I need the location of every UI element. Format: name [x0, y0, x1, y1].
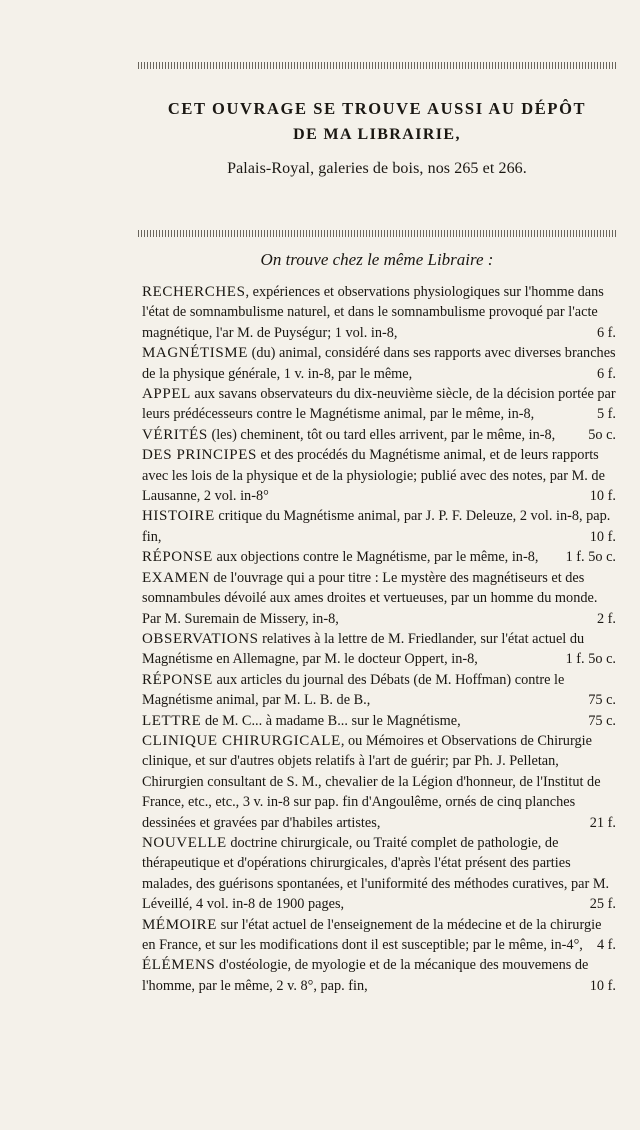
entry-text: de l'ouvrage qui a pour titre : Le mystère des magnétiseurs et des somnambules dévoilé aux ames droites et vertueuses, par un homme du monde. Par M. Suremain de Missery, in-8,	[142, 569, 598, 627]
entry-price: 2 f.	[596, 610, 616, 627]
entry-text: de M. C... à madame B... sur le Magnétisme,	[201, 712, 461, 729]
middle-ornamental-rule	[138, 230, 618, 237]
entry-text: (du) animal, considéré dans ses rapports avec diverses branches de la physique générale, 1 v. in-8, par le même,	[142, 345, 616, 382]
entry-text: aux savans observateurs du dix-neuvième siècle, de la décision portée par leurs prédécesseurs contre le Magnétisme animal, par le même, in-8,	[142, 386, 616, 423]
catalog-entry	[142, 955, 616, 996]
entry-head: APPEL	[142, 386, 191, 403]
entry-price: 10 f.	[589, 977, 616, 994]
subtitle: On trouve chez le même Libraire :	[260, 250, 494, 269]
catalog-entry	[142, 506, 616, 547]
header-line-2: DE MA LIBRAIRIE,	[293, 126, 461, 143]
catalog-entry	[142, 547, 616, 567]
catalog-entry	[142, 384, 616, 425]
entry-head: HISTOIRE	[142, 508, 215, 525]
entry-price: 4 f.	[596, 937, 616, 953]
catalog-entry	[142, 282, 616, 343]
catalog-entry	[142, 915, 616, 956]
entry-head: RÉPONSE	[142, 671, 213, 688]
entry-head: MÉMOIRE	[142, 916, 218, 933]
catalog-entry	[142, 833, 616, 915]
catalog-entry	[142, 629, 616, 670]
entry-price: 5 f.	[596, 406, 616, 423]
entry-text: et des procédés du Magnétisme animal, et de leurs rapports avec les lois de la physique et de la physiologie; publié avec des notes, par M. de Lausanne, 2 vol. in-8°	[142, 447, 605, 505]
catalog-entry	[142, 568, 616, 629]
entry-price: 1 f. 5o c.	[565, 651, 616, 668]
entry-head: CLINIQUE CHIRURGICALE	[142, 732, 341, 749]
entry-text: relatives à la lettre de M. Friedlander, sur l'état actuel du Magnétisme en Allemagne, par M. le docteur Oppert, in-8,	[142, 630, 585, 668]
entry-text: (les) cheminent, tôt ou tard elles arrivent, par le même, in-8,	[207, 426, 556, 443]
entry-price: 6 f.	[596, 324, 616, 341]
entry-price: 5o c.	[588, 426, 616, 443]
entry-text: , ou Mémoires et Observations de Chirurgie clinique, et sur d'autres objets relatifs à l'art de guérir; par Ph. J. Pelletan, Chirurgien consultant de S. M., chevalier de la Légion d'honneur, de l'Institut de France, etc., etc., 3 v. in-8 sur pap. fin d'Angoulême, ornés de cinq planches dessinées et gravées par d'habiles artistes,	[142, 732, 601, 831]
catalog-entry	[142, 425, 616, 445]
top-ornamental-rule	[138, 62, 616, 69]
entry-head: EXAMEN	[142, 569, 210, 586]
entry-head: NOUVELLE	[142, 834, 227, 851]
entry-text: aux objections contre le Magnétisme, par le même, in-8,	[212, 549, 539, 566]
catalog-entry	[142, 343, 616, 384]
entry-text: d'ostéologie, de myologie et de la mécanique des mouvemens de l'homme, par le même, 2 v. 8°, pap. fin,	[142, 957, 589, 994]
catalog-entry	[142, 731, 616, 833]
entry-price: 75 c.	[588, 692, 616, 709]
entry-text: , expériences et observations physiologiques sur l'homme dans l'état de somnambulisme naturel, et dans le somnambulisme provoqué par l'acte magnétique, l'ar M. de Puységur; 1 vol. in-8,	[142, 284, 604, 341]
header-block	[142, 96, 612, 182]
entry-text: doctrine chirurgicale, ou Traité complet de pathologie, de thérapeutique et d'opérations chirurgicales, d'après l'état présent des parties malades, des guérisons spontanées, et l'uniformité des méthodes curatives, par M. Léveillé, 4 vol. in-8 de 1900 pages,	[142, 834, 610, 913]
entry-head: LETTRE	[142, 712, 202, 729]
entry-head: MAGNÉTISME	[142, 345, 248, 362]
entry-head: OBSERVATIONS	[142, 630, 259, 647]
entry-price: 25 f.	[589, 896, 616, 913]
entry-price: 21 f.	[589, 814, 616, 831]
catalog-entry	[142, 670, 616, 711]
entry-text: critique du Magnétisme animal, par J. P. F. Deleuze, 2 vol. in-8, pap. fin,	[142, 508, 611, 545]
entry-price: 10 f.	[589, 488, 616, 505]
entry-head: VÉRITÉS	[142, 426, 208, 443]
header-address: Palais-Royal, galeries de bois, nos 265 et 266.	[227, 160, 527, 177]
catalog-list	[142, 282, 616, 996]
entry-price: 10 f.	[589, 528, 616, 545]
entry-head: RÉPONSE	[142, 549, 213, 566]
entry-head: DES PRINCIPES	[142, 447, 257, 464]
entry-head: RECHERCHES	[142, 284, 246, 300]
entry-price: 6 f.	[596, 365, 616, 382]
entry-head: ÉLÉMENS	[142, 957, 216, 974]
header-line-1: CET OUVRAGE SE TROUVE AUSSI AU DÉPÔT	[167, 99, 587, 118]
entry-price: 75 c.	[588, 712, 616, 729]
entry-text: sur l'état actuel de l'enseignement de la médecine et de la chirurgie en France, et sur les modifications dont il est susceptible; par le même, in-4°,	[142, 916, 602, 953]
catalog-entry	[142, 445, 616, 506]
entry-price: 1 f. 5o c.	[565, 549, 616, 566]
catalog-entry	[142, 711, 616, 731]
entry-text: aux articles du journal des Débats (de M. Hoffman) contre le Magnétisme animal, par M. L. B. de B.,	[142, 671, 565, 709]
